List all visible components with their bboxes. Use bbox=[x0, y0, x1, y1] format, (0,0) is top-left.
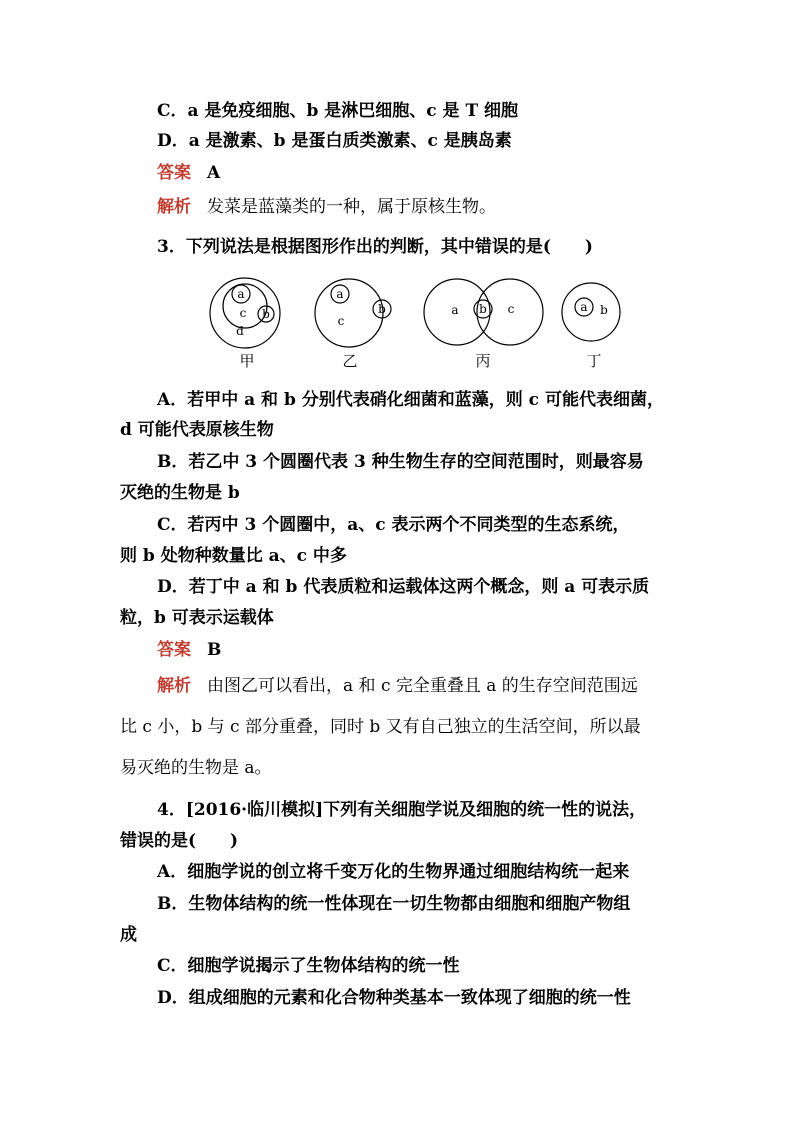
q3-option-a-line1: A．若甲中 a 和 b 分别代表硝化细菌和蓝藻，则 c 可能代表细菌， bbox=[157, 390, 664, 410]
q4-option-c: C．细胞学说揭示了生物体结构的统一性 bbox=[157, 956, 460, 976]
q4-option-b-line1: B．生物体结构的统一性体现在一切生物都由细胞和细胞产物组 bbox=[157, 894, 631, 914]
q3-analysis-text1: 由图乙可以看出，a 和 c 完全重叠且 a 的生存空间范围远 bbox=[207, 676, 638, 696]
q3-analysis-line3: 易灭绝的生物是 a。 bbox=[120, 758, 272, 778]
q3-analysis-line1 bbox=[157, 675, 638, 697]
jia-label-b: b bbox=[262, 307, 270, 321]
q4-option-b-line2: 成 bbox=[120, 925, 137, 945]
q4-option-d: D．组成细胞的元素和化合物种类基本一致体现了细胞的统一性 bbox=[157, 988, 631, 1008]
yi-caption: 乙 bbox=[342, 352, 358, 370]
q4-option-a: A．细胞学说的创立将千变万化的生物界通过细胞结构统一起来 bbox=[157, 862, 630, 882]
bing-label-c: c bbox=[507, 302, 515, 316]
analysis-tag: 解析 bbox=[157, 676, 191, 696]
jia-caption: 甲 bbox=[239, 352, 255, 370]
q2-answer-line bbox=[157, 162, 220, 184]
q3-option-a-line2: d 可能代表原核生物 bbox=[120, 420, 274, 440]
bing-label-b: b bbox=[479, 302, 487, 316]
q3-option-b-line1: B．若乙中 3 个圆圈代表 3 种生物生存的空间范围时，则最容易 bbox=[157, 452, 644, 472]
yi-label-c: c bbox=[337, 314, 345, 328]
answer-tag: 答案 bbox=[157, 163, 191, 183]
jia-label-c: c bbox=[239, 306, 247, 320]
q3-analysis-line2: 比 c 小，b 与 c 部分重叠，同时 b 又有自己独立的生活空间，所以最 bbox=[120, 717, 641, 737]
yi-outer-circle bbox=[315, 279, 383, 347]
q3-option-d-line1: D．若丁中 a 和 b 代表质粒和运载体这两个概念，则 a 可表示质 bbox=[157, 577, 650, 597]
ding-caption: 丁 bbox=[586, 352, 602, 370]
bing-label-a: a bbox=[451, 303, 459, 317]
q3-option-b-line2: 灭绝的生物是 b bbox=[120, 483, 240, 503]
q2-analysis-line bbox=[157, 196, 496, 218]
q3-answer: B bbox=[207, 640, 222, 660]
q3-option-c-line1: C．若丙中 3 个圆圈中，a、c 表示两个不同类型的生态系统， bbox=[157, 515, 630, 535]
circle-diagrams bbox=[200, 268, 640, 372]
q3-option-d-line2: 粒，b 可表示运载体 bbox=[120, 608, 274, 628]
q2-analysis: 发菜是蓝藻类的一种，属于原核生物。 bbox=[207, 197, 496, 217]
q3-option-c-line2: 则 b 处物种数量比 a、c 中多 bbox=[120, 546, 347, 566]
ding-label-b: b bbox=[600, 303, 608, 317]
jia-label-d: d bbox=[236, 324, 244, 338]
q2-option-d: D．a 是激素、b 是蛋白质类激素、c 是胰岛素 bbox=[157, 131, 512, 151]
q2-answer: A bbox=[207, 163, 221, 183]
ding-label-a: a bbox=[580, 300, 588, 314]
q4-stem-line2: 错误的是( ) bbox=[120, 831, 239, 851]
q3-stem: 3．下列说法是根据图形作出的判断，其中错误的是( ) bbox=[157, 237, 593, 257]
q3-answer-line bbox=[157, 639, 221, 661]
q4-stem-line1: 4．[2016·临川模拟]下列有关细胞学说及细胞的统一性的说法， bbox=[157, 800, 647, 820]
jia-label-a: a bbox=[237, 287, 245, 301]
answer-tag: 答案 bbox=[157, 640, 191, 660]
yi-label-a: a bbox=[336, 287, 344, 301]
yi-label-b: b bbox=[378, 302, 386, 316]
bing-caption: 丙 bbox=[475, 352, 491, 370]
q2-option-c: C．a 是免疫细胞、b 是淋巴细胞、c 是 T 细胞 bbox=[157, 101, 519, 121]
analysis-tag: 解析 bbox=[157, 197, 191, 217]
